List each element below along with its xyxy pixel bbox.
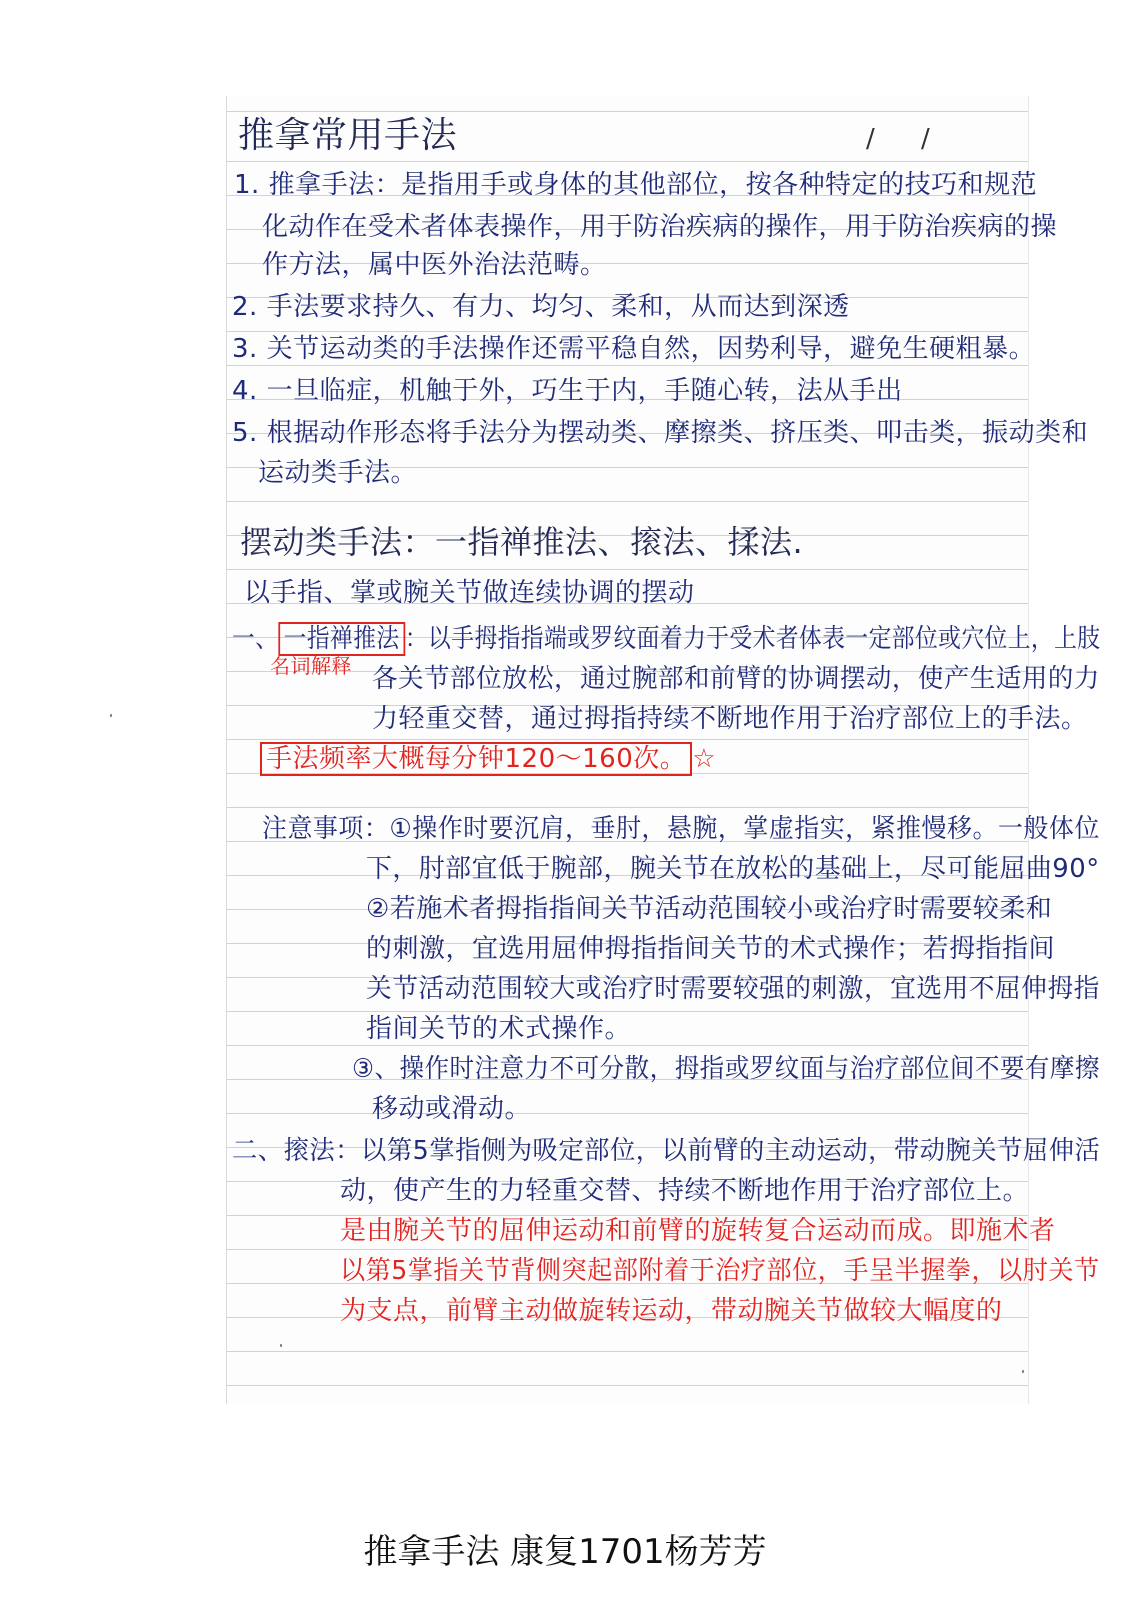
frequency-line (260, 742, 716, 776)
item-2-red-line-3: 为支点，前臂主动做旋转运动，带动腕关节做较大幅度的 (340, 1296, 1003, 1326)
paragraph-1-line-2: 化动作在受术者体表操作，用于防治疾病的操作，用于防治疾病的操 (262, 212, 1058, 242)
page-title: 推拿常用手法 (238, 115, 458, 156)
scan-speck (280, 1344, 282, 1347)
item-1-line-2: 各关节部位放松，通过腕部和前臂的协调摆动，使产生适用的力 (372, 664, 1100, 694)
item-2-line-2: 动，使产生的力轻重交替、持续不断地作用于治疗部位上。 (340, 1176, 1030, 1206)
footer-caption: 推拿手法 康复1701杨芳芳 (363, 1532, 767, 1572)
paragraph-1-line-1: 1. 推拿手法：是指用手或身体的其他部位，按各种特定的技巧和规范 (234, 170, 1038, 200)
note-1-line-2: 下，肘部宜低于腕部，腕关节在放松的基础上，尽可能屈曲90° (366, 854, 1100, 884)
scan-speck (110, 714, 112, 717)
paragraph-4: 4. 一旦临症，机触于外，巧生于内，手随心转，法从手出 (232, 376, 903, 406)
item-2-red-line-2: 以第5掌指关节背侧突起部附着于治疗部位，手呈半握拳，以肘关节 (340, 1256, 1100, 1286)
term-annotation: 名词解释 (270, 654, 352, 678)
section-subtitle: 以手指、掌或腕关节做连续协调的摆动 (244, 578, 695, 608)
paragraph-3: 3. 关节运动类的手法操作还需平稳自然，因势利导，避免生硬粗暴。 (232, 334, 1036, 364)
notes-label: 注意事项： (262, 814, 390, 844)
term-highlight-box: 一指禅推法 (278, 622, 404, 656)
item-2-red-line-1: 是由腕关节的屈伸运动和前臂的旋转复合运动而成。即施术者 (340, 1216, 1056, 1246)
note-2-line-1: ②若施术者拇指指间关节活动范围较小或治疗时需要较柔和 (366, 894, 1053, 924)
note-2-line-3: 关节活动范围较大或治疗时需要较强的刺激，宜选用不屈伸拇指 (366, 974, 1100, 1004)
note-2-line-2: 的刺激，宜选用屈伸拇指指间关节的术式操作；若拇指指间 (366, 934, 1056, 964)
notes-line-1 (262, 812, 1100, 846)
note-3-line-1: ③、操作时注意力不可分散，拇指或罗纹面与治疗部位间不要有摩擦 (352, 1054, 1100, 1084)
paragraph-2: 2. 手法要求持久、有力、均匀、柔和，从而达到深透 (232, 292, 850, 322)
pen-slash-mark: / (921, 124, 930, 154)
star-icon: ☆ (692, 744, 717, 774)
frequency-highlight-box: 手法频率大概每分钟120～160次。 (260, 742, 692, 776)
note-3-line-2: 移动或滑动。 (372, 1094, 532, 1124)
paragraph-5-line-1: 5. 根据动作形态将手法分为摆动类、摩擦类、挤压类、叩击类，振动类和 (232, 418, 1089, 448)
item-1-line-1 (232, 622, 1100, 656)
item-1-line-3: 力轻重交替，通过拇指持续不断地作用于治疗部位上的手法。 (372, 704, 1088, 734)
scan-speck (1022, 1370, 1024, 1373)
item-2-line-1: 二、㨰法：以第5掌指侧为吸定部位，以前臂的主动运动，带动腕关节屈伸活 (232, 1136, 1101, 1166)
item-1-definition: ：以手拇指指端或罗纹面着力于受术者体表一定部位或穴位上，上肢 (404, 624, 1101, 654)
item-1-number: 一、 (232, 624, 279, 654)
paragraph-5-line-2: 运动类手法。 (258, 458, 418, 488)
section-heading: 摆动类手法：一指禅推法、㨰法、揉法. (240, 523, 804, 561)
note-2-line-4: 指间关节的术式操作。 (366, 1014, 632, 1044)
note-1: ①操作时要沉肩，垂肘，悬腕，掌虚指实，紧推慢移。一般体位 (389, 814, 1100, 844)
pen-slash-mark: / (866, 124, 875, 154)
paragraph-1-line-3: 作方法，属中医外治法范畴。 (262, 250, 607, 280)
paper-margin-line (226, 96, 227, 1404)
